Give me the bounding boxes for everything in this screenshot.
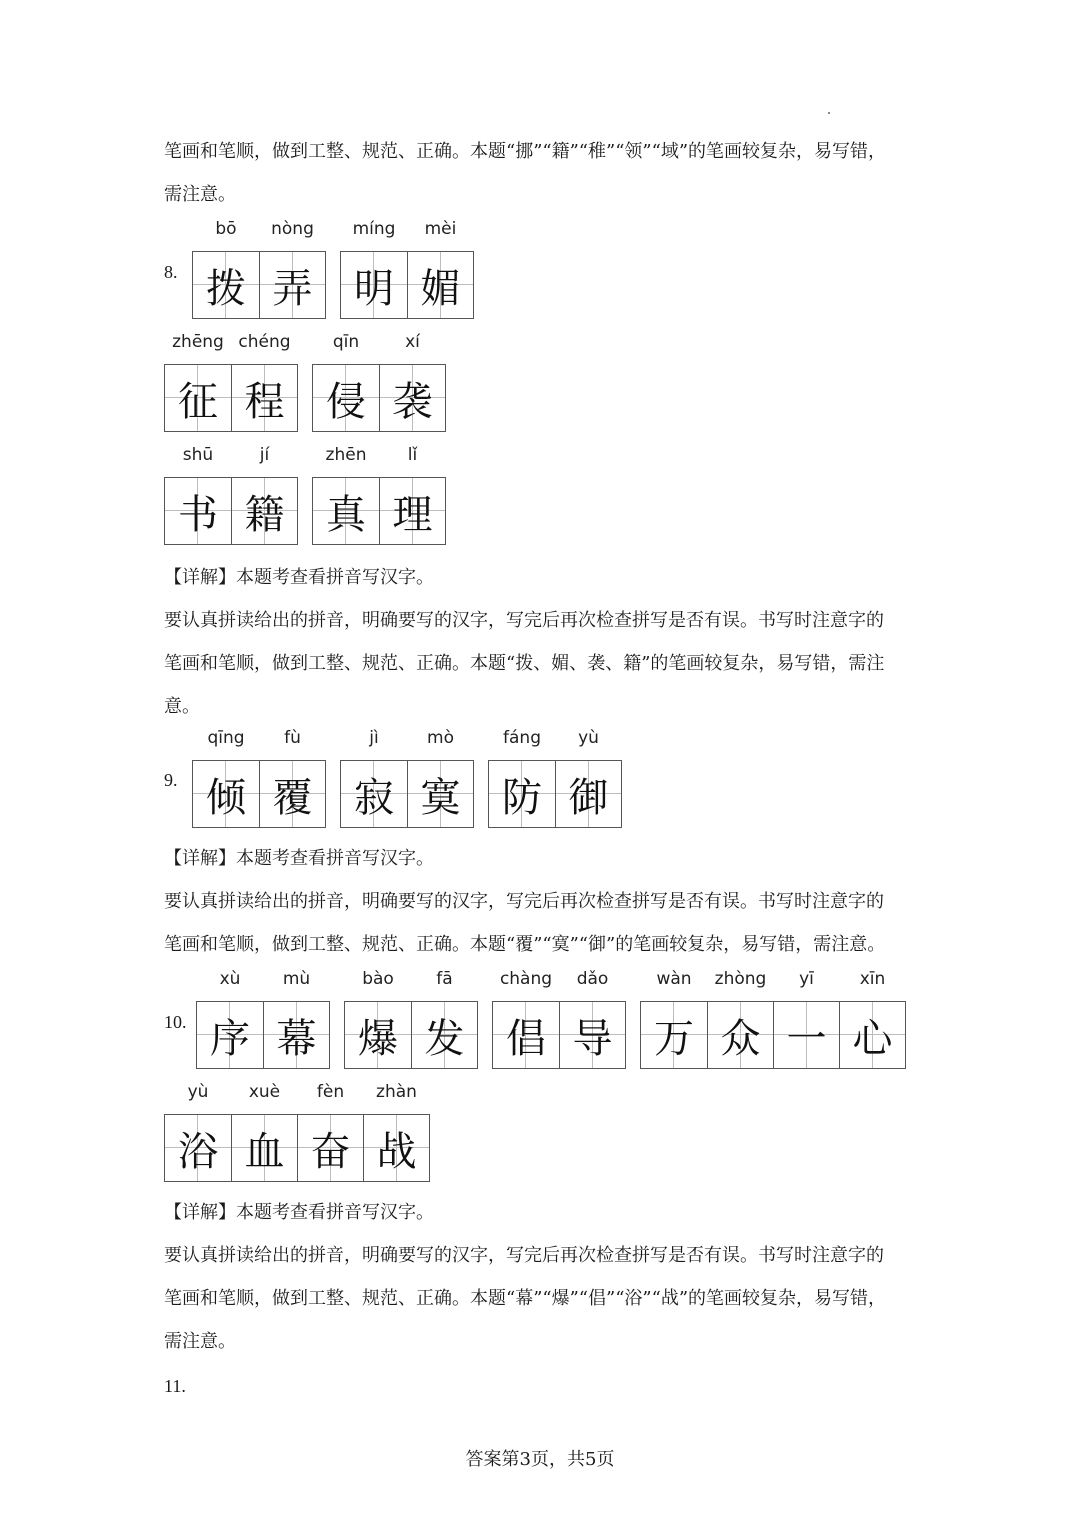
hanzi: 理 (392, 491, 433, 538)
q8-explanation (164, 556, 924, 728)
hanzi: 袭 (392, 378, 433, 425)
hanzi: 程 (244, 378, 285, 425)
char-cell (559, 969, 625, 1068)
hanzi: 媚 (420, 265, 461, 312)
pinyin: bào (362, 969, 394, 989)
question-9-number: 9. (164, 770, 178, 790)
char-cell (379, 332, 445, 431)
char-cell (165, 332, 231, 431)
char-cell (493, 969, 559, 1068)
pinyin: wàn (656, 969, 692, 989)
question-8-number: 8. (164, 262, 178, 282)
pinyin: jì (369, 728, 379, 748)
pinyin: zhàn (376, 1082, 417, 1102)
hanzi: 御 (568, 774, 609, 821)
char-cell (345, 969, 411, 1068)
page-footer: 答案第3页，共5页 (465, 1449, 615, 1470)
char-cell (313, 445, 379, 544)
pinyin: zhòng (714, 969, 767, 989)
pinyin: dǎo (576, 969, 609, 989)
pinyin: qīn (332, 332, 360, 352)
hanzi: 幕 (276, 1015, 317, 1062)
char-cell (341, 728, 407, 827)
char-cell (707, 969, 773, 1068)
char-cell (259, 219, 325, 318)
hanzi: 发 (424, 1015, 465, 1062)
pinyin: mù (282, 969, 311, 989)
hanzi: 征 (178, 378, 218, 425)
hanzi: 书 (178, 491, 218, 538)
char-cell (263, 969, 329, 1068)
pinyin: fèn (316, 1082, 345, 1102)
hanzi: 奋 (310, 1128, 351, 1175)
pinyin: xuè (248, 1082, 281, 1102)
char-cell (197, 969, 263, 1068)
top-note-line-2: 需注意。 (164, 184, 236, 205)
word-box (312, 332, 446, 432)
char-cell (165, 445, 231, 544)
char-cell (641, 969, 707, 1068)
pinyin: qīng (207, 728, 245, 748)
char-cell (313, 332, 379, 431)
char-cell (773, 969, 839, 1068)
explain-line: 要认真拼读给出的拼音，明确要写的汉字，写完后再次检查拼写是否有误。书写时注意字的 (164, 891, 884, 912)
explain-line: 笔画和笔顺，做到工整、规范、正确。本题“覆”“寞”“御”的笔画较复杂，易写错，需注意。 (164, 934, 886, 955)
explain-line: 笔画和笔顺，做到工整、规范、正确。本题“幕”“爆”“倡”“浴”“战”的笔画较复杂，易写错， (164, 1288, 887, 1309)
char-cell (231, 332, 297, 431)
char-cell (555, 728, 621, 827)
pinyin: yù (187, 1082, 209, 1102)
explain-line: 意。 (164, 696, 200, 717)
scan-dot (828, 112, 830, 114)
hanzi: 拨 (206, 265, 246, 312)
char-cell (407, 728, 473, 827)
explain-line: 【详解】本题考查看拼音写汉字。 (164, 848, 434, 869)
pinyin: lǐ (407, 445, 418, 465)
word-box (192, 219, 326, 319)
word-box (640, 969, 906, 1069)
word-box (492, 969, 626, 1069)
explain-line: 笔画和笔顺，做到工整、规范、正确。本题“拨、媚、袭、籍”的笔画较复杂，易写错，需注 (164, 653, 885, 674)
hanzi: 弄 (272, 265, 313, 312)
char-cell (193, 728, 259, 827)
word-box (164, 445, 298, 545)
pinyin: xīn (859, 969, 886, 989)
explain-line: 需注意。 (164, 1331, 236, 1352)
char-cell (363, 1082, 429, 1181)
q10-explanation (164, 1191, 924, 1363)
pinyin: shū (182, 445, 214, 465)
hanzi: 导 (572, 1015, 613, 1062)
top-note (164, 130, 924, 216)
pinyin: fáng (503, 728, 541, 748)
hanzi: 一 (786, 1015, 827, 1062)
pinyin: zhēn (325, 445, 367, 465)
q9-explanation (164, 837, 924, 966)
word-box (488, 728, 622, 828)
hanzi: 战 (376, 1128, 417, 1175)
hanzi: 爆 (358, 1015, 398, 1062)
hanzi: 真 (326, 491, 366, 538)
char-cell (407, 219, 473, 318)
hanzi: 明 (354, 265, 394, 312)
hanzi: 序 (210, 1015, 250, 1062)
pinyin: xí (405, 332, 420, 352)
hanzi: 心 (852, 1015, 893, 1062)
char-cell (165, 1082, 231, 1181)
word-box (192, 728, 326, 828)
explain-line: 【详解】本题考查看拼音写汉字。 (164, 567, 434, 588)
pinyin: fā (436, 969, 453, 989)
hanzi: 倡 (506, 1015, 546, 1062)
top-note-line-1: 笔画和笔顺，做到工整、规范、正确。本题“挪”“籍”“稚”“领”“域”的笔画较复杂，易写错， (164, 141, 887, 162)
hanzi: 覆 (272, 774, 313, 821)
question-11-number: 11. (164, 1376, 186, 1396)
q10-row-2 (164, 1082, 430, 1182)
pinyin: chàng (499, 969, 553, 989)
pinyin: bō (215, 219, 237, 239)
pinyin: yù (578, 728, 599, 748)
char-cell (231, 1082, 297, 1181)
word-box (164, 332, 298, 432)
hanzi: 寞 (420, 774, 461, 821)
hanzi: 血 (244, 1128, 285, 1175)
hanzi: 籍 (244, 491, 285, 538)
word-box (340, 219, 474, 319)
pinyin: fù (284, 728, 301, 748)
q8-row-1 (192, 219, 474, 319)
hanzi: 众 (720, 1015, 761, 1062)
pinyin: nòng (271, 219, 314, 239)
explain-line: 要认真拼读给出的拼音，明确要写的汉字，写完后再次检查拼写是否有误。书写时注意字的 (164, 610, 884, 631)
word-box (196, 969, 330, 1069)
hanzi: 倾 (206, 774, 246, 821)
char-cell (839, 969, 905, 1068)
char-cell (489, 728, 555, 827)
hanzi: 浴 (178, 1128, 218, 1175)
q8-row-3 (164, 445, 446, 545)
char-cell (411, 969, 477, 1068)
char-cell (259, 728, 325, 827)
char-cell (297, 1082, 363, 1181)
word-box (344, 969, 478, 1069)
explain-line: 【详解】本题考查看拼音写汉字。 (164, 1202, 434, 1223)
pinyin: xù (219, 969, 241, 989)
char-cell (231, 445, 297, 544)
char-cell (379, 445, 445, 544)
q10-row-1 (196, 969, 906, 1069)
hanzi: 寂 (354, 774, 394, 821)
char-cell (341, 219, 407, 318)
question-10-number: 10. (164, 1012, 187, 1032)
word-box (164, 1082, 430, 1182)
hanzi: 侵 (326, 378, 366, 425)
pinyin: yī (799, 969, 814, 989)
word-box (312, 445, 446, 545)
hanzi: 万 (654, 1015, 694, 1062)
pinyin: míng (352, 219, 396, 239)
hanzi: 防 (502, 774, 542, 821)
pinyin: chéng (238, 332, 291, 352)
word-box (340, 728, 474, 828)
explain-line: 要认真拼读给出的拼音，明确要写的汉字，写完后再次检查拼写是否有误。书写时注意字的 (164, 1245, 884, 1266)
pinyin: zhēng (172, 332, 224, 352)
pinyin: jí (259, 445, 270, 465)
pinyin: mèi (424, 219, 457, 239)
q9-row-1 (192, 728, 622, 828)
pinyin: mò (427, 728, 454, 748)
char-cell (193, 219, 259, 318)
q8-row-2 (164, 332, 446, 432)
